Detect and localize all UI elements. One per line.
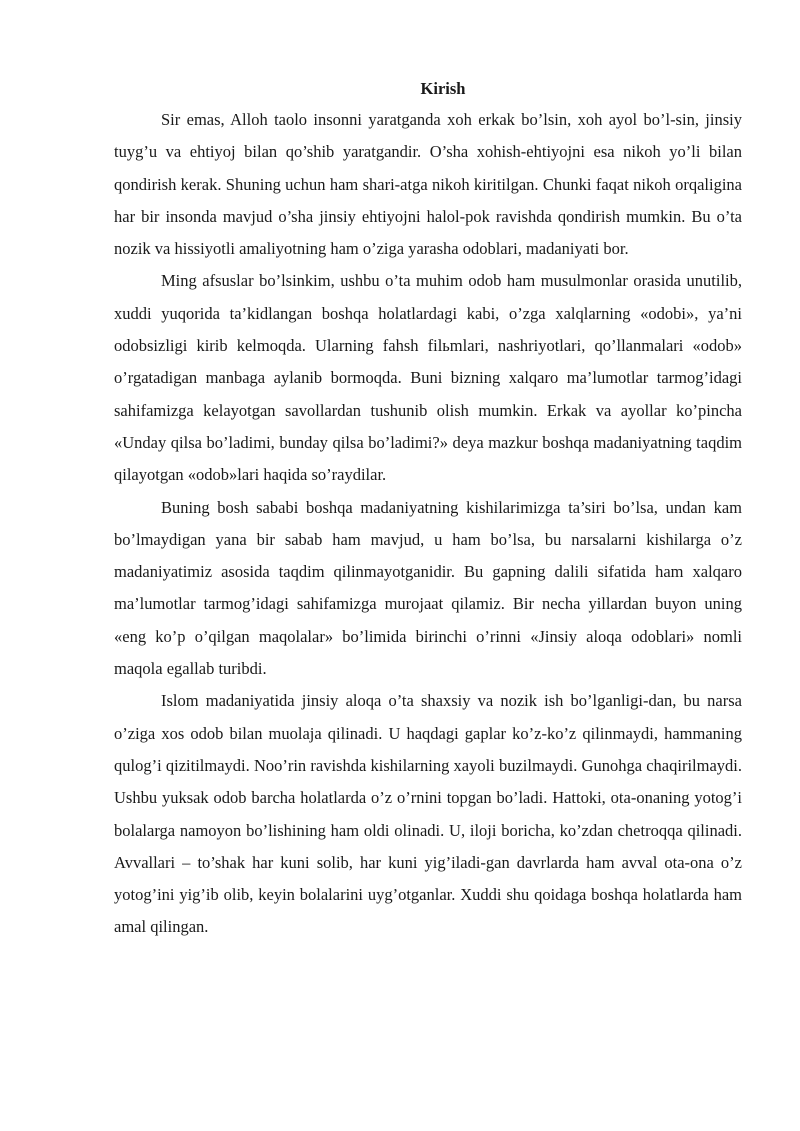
- document-body: [114, 78, 742, 944]
- paragraph-1: Sir emas, Alloh taolo insonni yaratganda xoh erkak bo’lsin, xoh ayol bo’l-sin, jinsiy tuyg’u va ehtiyoj bilan qo’shib yaratgandir. O’sha xohish-ehtiyojni esa nikoh yo’li bilan qondirish kerak. Shuning uchun ham shari-atga nikoh kiritilgan. Chunki faqat nikoh orqaligina har bir insonda mavjud o’sha jinsiy ehtiyojni halol-pok ravishda qondirish mumkin. Bu o’ta nozik va hissiyotli amaliyotning ham o’ziga yarasha odoblari, madaniyati bor.: [114, 110, 742, 259]
- paragraph-2: Ming afsuslar bo’lsinkim, ushbu o’ta muhim odob ham musulmonlar orasida unutilib, xuddi yuqorida ta’kidlangan boshqa holatlardagi kabi, o’zga xalqlarning «odobi», ya’ni odobsizligi kirib kelmoqda. Ularning fahsh filьmlari, nashriyotlari, qo’llanmalari «odob» o’rgatadigan manbaga aylanib bormoqda. Buni bizning xalqaro ma’lumotlar tarmog’idagi sahifamizga kelayotgan savollardan tushunib olish mumkin. Erkak va ayollar ko’pincha «Unday qilsa bo’ladimi, bunday qilsa bo’ladimi?» deya mazkur boshqa madaniyatning taqdim qilayotgan «odob»lari haqida so’raydilar.: [114, 271, 742, 485]
- document-title: Kirish: [420, 79, 466, 98]
- paragraph-3: Buning bosh sababi boshqa madaniyatning kishilarimizga ta’siri bo’lsa, undan kam bo’lmaydigan yana bir sabab ham mavjud, u ham bo’lsa, bu narsalarni kishilarga o’z madaniyatimiz asosida taqdim qilinmayotganidir. Bu gapning dalili sifatida ham xalqaro ma’lumotlar tarmog’idagi sahifamizga murojaat qilamiz. Bir necha yillardan buyon uning «eng ko’p o’qilgan maqolalar» bo’limida birinchi o’rinni «Jinsiy aloqa odoblari» nomli maqola egallab turibdi.: [114, 497, 742, 679]
- paragraph-4: Islom madaniyatida jinsiy aloqa o’ta shaxsiy va nozik ish bo’lganligi-dan, bu narsa o’ziga xos odob bilan muolaja qilinadi. U haqdagi gaplar ko’z-ko’z qilinmaydi, hammaning qulog’i qizitilmaydi. Noo’rin ravishda kishilarning xayoli buzilmaydi. Gunohga chaqirilmaydi. Ushbu yuksak odob barcha holatlarda o’z o’rnini topgan bo’ladi. Hattoki, ota-onaning yotog’i bolalarga namoyon bo’lishining ham oldi olinadi. U, iloji boricha, ko’zdan chetroqqa qilinadi. Avvallari – to’shak har kuni solib, har kuni yig’iladi-gan davrlarda ham avval ota-ona o’z yotog’ini yig’ib olib, keyin bolalarini uyg’otganlar. Xuddi shu qoidaga boshqa holatlarda ham amal qilingan.: [114, 691, 742, 937]
